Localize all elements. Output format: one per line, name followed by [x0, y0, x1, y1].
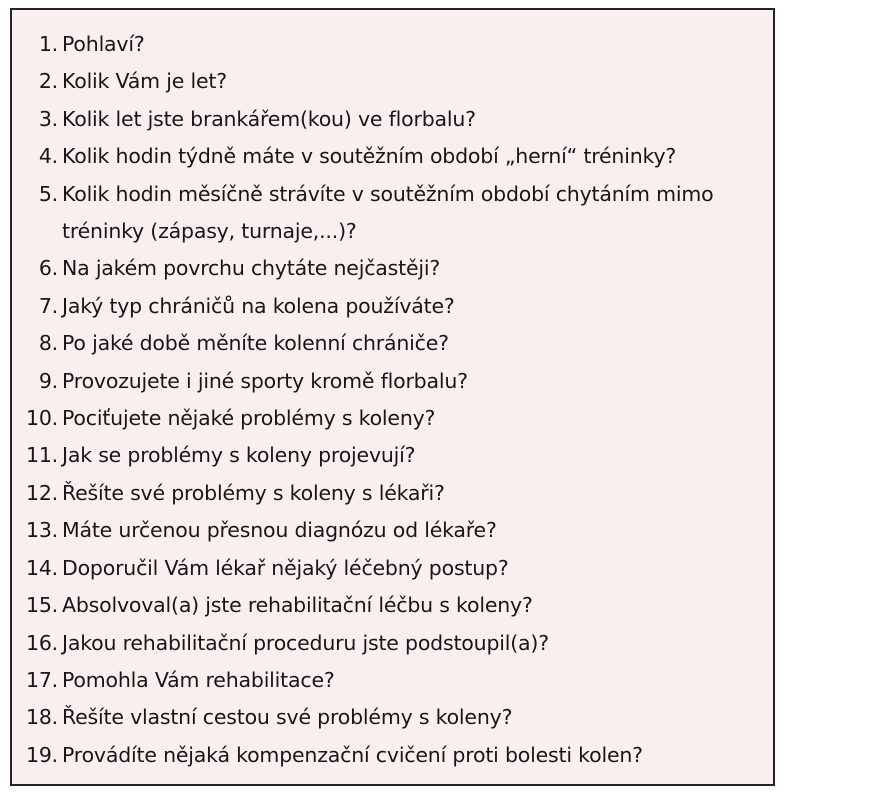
question-item — [12, 625, 773, 662]
question-text: Kolik hodin týdně máte v soutěžním období „herní“ tréninky? — [62, 144, 677, 169]
question-text: Na jakém povrchu chytáte nejčastěji? — [62, 256, 441, 281]
question-item — [12, 587, 773, 624]
question-item — [12, 400, 773, 437]
question-text: Provádíte nějaká kompenzační cvičení proti bolesti kolen? — [62, 742, 643, 767]
question-text: Kolik hodin měsíčně strávíte v soutěžním období chytáním mimo tréninky (zápasy, turnaje,...)? — [62, 181, 714, 244]
question-number: 9. — [38, 368, 58, 393]
questionnaire-box — [10, 8, 775, 786]
question-number: 1. — [38, 32, 58, 56]
question-item — [12, 737, 773, 774]
question-number: 15. — [25, 593, 58, 618]
question-number: 18. — [25, 705, 58, 730]
question-item — [12, 288, 773, 325]
question-text: Doporučil Vám lékař nějaký léčebný postup? — [62, 555, 509, 580]
question-item — [12, 26, 773, 63]
question-item — [12, 176, 773, 251]
question-number: 12. — [25, 480, 58, 505]
question-item — [12, 101, 773, 138]
question-number: 3. — [38, 106, 58, 131]
question-item — [12, 325, 773, 362]
question-text: Pociťujete nějaké problémy s koleny? — [62, 406, 436, 431]
question-number: 14. — [25, 555, 58, 580]
question-list — [12, 26, 773, 774]
question-number: 4. — [38, 144, 58, 169]
question-text: Kolik let jste brankářem(kou) ve florbalu? — [62, 106, 476, 131]
question-text: Po jaké době měníte kolenní chrániče? — [62, 331, 449, 356]
question-text: Provozujete i jiné sporty kromě florbalu? — [62, 368, 468, 393]
question-number: 5. — [38, 181, 58, 206]
question-item — [12, 662, 773, 699]
question-text: Pohlaví? — [62, 32, 145, 56]
question-text: Řešíte vlastní cestou své problémy s koleny? — [62, 705, 513, 730]
question-item — [12, 512, 773, 549]
question-number: 11. — [25, 443, 58, 468]
question-item — [12, 550, 773, 587]
question-number: 10. — [25, 406, 58, 431]
question-item — [12, 475, 773, 512]
question-text: Pomohla Vám rehabilitace? — [62, 667, 335, 692]
question-item — [12, 437, 773, 474]
question-text: Jaký typ chráničů na kolena používáte? — [62, 293, 455, 318]
question-item — [12, 699, 773, 736]
question-text: Máte určenou přesnou diagnózu od lékaře? — [62, 518, 497, 543]
question-number: 19. — [25, 742, 58, 767]
question-text: Řešíte své problémy s koleny s lékaři? — [62, 480, 445, 505]
question-item — [12, 138, 773, 175]
question-number: 6. — [38, 256, 58, 281]
question-text: Jak se problémy s koleny projevují? — [62, 443, 416, 468]
question-number: 17. — [25, 667, 58, 692]
question-text: Absolvoval(a) jste rehabilitační léčbu s koleny? — [62, 593, 533, 618]
question-number: 8. — [38, 331, 58, 356]
question-number: 2. — [38, 69, 58, 94]
question-text: Kolik Vám je let? — [62, 69, 227, 94]
question-item — [12, 250, 773, 287]
question-item — [12, 63, 773, 100]
question-text: Jakou rehabilitační proceduru jste podstoupil(a)? — [62, 630, 549, 655]
question-number: 7. — [38, 293, 58, 318]
question-number: 13. — [25, 518, 58, 543]
question-item — [12, 363, 773, 400]
question-number: 16. — [25, 630, 58, 655]
